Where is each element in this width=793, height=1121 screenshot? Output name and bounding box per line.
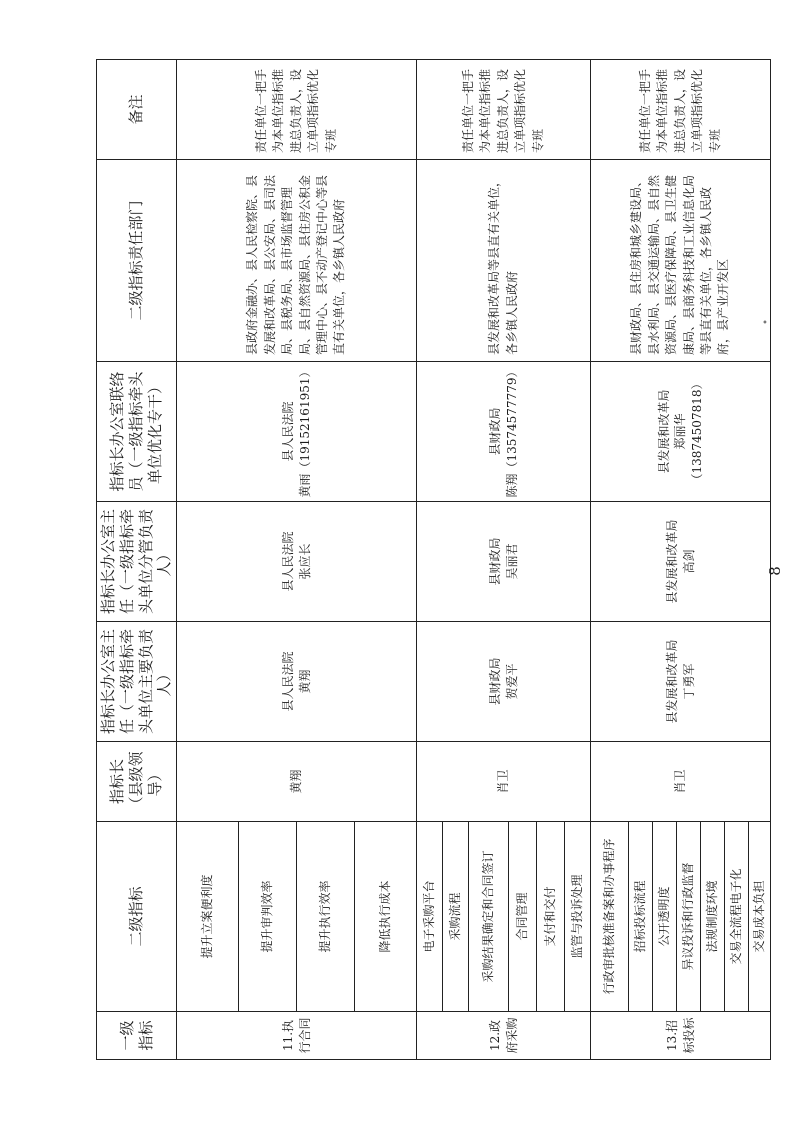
note-cell: 责任单位一把手为本单位指标推进总负责人，设立单项指标优化专班: [417, 60, 591, 160]
liaison-cell: [591, 362, 771, 502]
departments-cell: 县财政局、县住房和城乡建设局、县水利局、县交通运输局、县自然资源局、县医疗保障局、县卫生健康局、县商务科技和工业信息化局等县直有关单位，各乡镇人民政府，县产业开发区: [591, 160, 771, 362]
level1-cell: 12.政府采购: [417, 1012, 591, 1060]
table-row: [591, 60, 629, 1060]
liaison-name: 陈翔（13574577779）: [504, 365, 519, 498]
deputy-name: 吴丽君: [504, 543, 519, 580]
deputy-cell: [591, 502, 771, 622]
level2-cell: 异议投诉和行政监督: [677, 822, 701, 1012]
deputy-cell: [177, 502, 417, 622]
level2-cell: 交易成本负担: [749, 822, 771, 1012]
header-deputy: 指标长办公室主任（一级指标牵头单位分管负责人）: [97, 502, 177, 622]
liaison-name: 郑丽华（13874507818）: [673, 377, 704, 486]
header-director: 指标长办公室主任（一级指标牵头单位主要负责人）: [97, 622, 177, 742]
director-org: 县人民法院: [281, 651, 296, 712]
header-liaison: 指标长办公室联络员（一级指标牵头单位优化专干）: [97, 362, 177, 502]
leader-cell: 肖卫: [591, 742, 771, 822]
deputy-org: 县财政局: [488, 537, 503, 586]
header-leader: 指标长（县级领导）: [97, 742, 177, 822]
deputy-name: 高剑: [681, 549, 696, 574]
director-name: 丁勇军: [681, 663, 696, 700]
leader-cell: 肖卫: [417, 742, 591, 822]
header-row: [97, 60, 177, 1060]
header-note: 备注: [97, 60, 177, 160]
level2-cell: 招标投标流程: [629, 822, 653, 1012]
level2-cell: 采购结果确定和合同签订: [469, 822, 509, 1012]
level2-cell: 电子采购平台: [417, 822, 443, 1012]
header-level1: 一级指标: [97, 1012, 177, 1060]
liaison-org: 县发展和改革局: [657, 389, 672, 474]
level1-cell: 11.执行合同: [177, 1012, 417, 1060]
level2-cell: 合同管理: [509, 822, 537, 1012]
deputy-org: 县发展和改革局: [665, 519, 680, 604]
level2-cell: 交易全流程电子化: [725, 822, 749, 1012]
note-cell: 责任单位一把手为本单位指标推进总负责人，设立单项指标优化专班: [591, 60, 771, 160]
director-cell: [591, 622, 771, 742]
director-cell: [417, 622, 591, 742]
deputy-org: 县人民法院: [281, 531, 296, 592]
level2-cell: 提升执行效率: [297, 822, 355, 1012]
indicator-table: [96, 59, 771, 1060]
director-cell: [177, 622, 417, 742]
director-org: 县财政局: [488, 657, 503, 706]
liaison-org: 县人民法院: [281, 401, 296, 462]
deputy-cell: [417, 502, 591, 622]
director-org: 县发展和改革局: [665, 639, 680, 724]
level2-cell: 公开透明度: [653, 822, 677, 1012]
level2-cell: 行政审批核准备案和办事程序: [591, 822, 629, 1012]
level1-cell: 13.招标投标: [591, 1012, 771, 1060]
table-row: [177, 60, 239, 1060]
level2-cell: 法规制度环境: [701, 822, 725, 1012]
level2-cell: 监管与投诉处理: [565, 822, 591, 1012]
level2-cell: 采购流程: [443, 822, 469, 1012]
level2-cell: 降低执行成本: [355, 822, 417, 1012]
note-cell: 责任单位一把手为本单位指标推进总负责人，设立单项指标优化专班: [177, 60, 417, 160]
liaison-org: 县财政局: [488, 407, 503, 456]
rotated-table-wrapper: [96, 60, 767, 1060]
liaison-cell: [177, 362, 417, 502]
liaison-cell: [417, 362, 591, 502]
header-departments: 二级指标责任部门: [97, 160, 177, 362]
table-row: [417, 60, 443, 1060]
liaison-name: 黄雨（19152161951）: [297, 365, 312, 498]
level2-cell: 提升审判效率: [239, 822, 297, 1012]
departments-cell: 县政府金融办、县人民检察院、县发展和改革局、县公安局、县司法局、县税务局、县市场监督管理局、县自然资源局、县住房公积金管理中心、县不动产登记中心等县直有关单位，各乡镇人民政府: [177, 160, 417, 362]
level2-cell: 提升立案便利度: [177, 822, 239, 1012]
level2-cell: 支付和交付: [537, 822, 565, 1012]
leader-cell: 黄翔: [177, 742, 417, 822]
director-name: 黄翔: [297, 669, 312, 694]
departments-cell: 县发展和改革局等县直有关单位，各乡镇人民政府: [417, 160, 591, 362]
scan-mark: •: [762, 318, 768, 329]
director-name: 贺爱平: [504, 663, 519, 700]
page-number: 8: [765, 566, 784, 576]
header-level2: 二级指标: [97, 822, 177, 1012]
deputy-name: 张应长: [297, 543, 312, 580]
